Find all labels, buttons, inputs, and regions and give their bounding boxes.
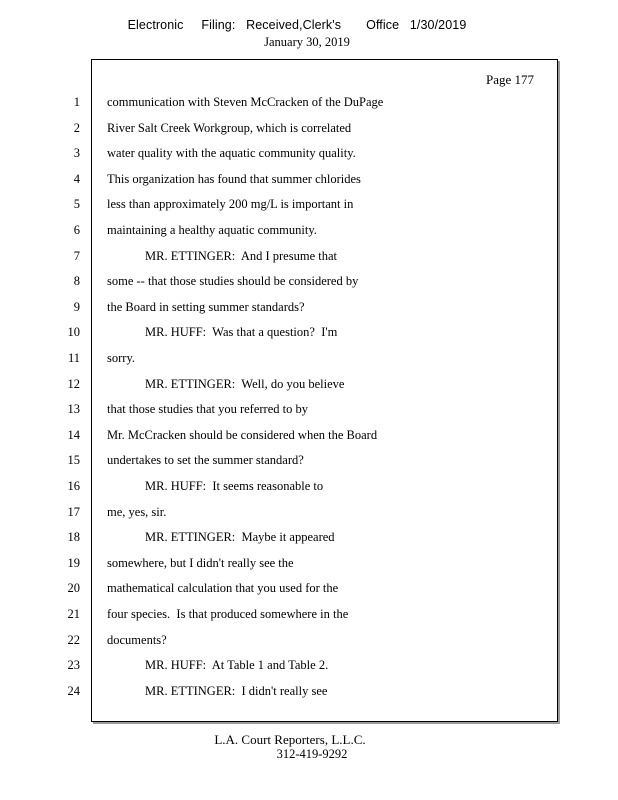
line-text: MR. HUFF: Was that a question? I'm: [145, 325, 338, 340]
transcript-line: [0, 220, 618, 240]
line-text: four species. Is that produced somewhere in the: [107, 607, 349, 621]
transcript-line: [0, 271, 618, 291]
line-number: 11: [67, 351, 80, 365]
line-number: 19: [67, 555, 80, 570]
line-number: 12: [67, 376, 80, 391]
line-text: communication with Steven McCracken of the DuPage: [107, 95, 384, 109]
filing-stamp: Electronic Filing: Received,Clerk's Office 1/30/2019: [127, 18, 467, 32]
line-text: This organization has found that summer chlorides: [107, 171, 361, 186]
line-number: 2: [73, 120, 80, 135]
line-number: 10: [67, 325, 80, 340]
line-number: 18: [67, 530, 80, 545]
line-number: 7: [73, 248, 80, 263]
transcript-line: [0, 374, 618, 394]
transcript-line: [0, 630, 618, 650]
transcript-line: [0, 553, 618, 573]
page-number: Page 177: [485, 72, 534, 87]
transcript-line: [0, 118, 618, 138]
line-number: 9: [73, 299, 80, 314]
line-text: maintaining a healthy aquatic community.: [107, 223, 317, 237]
transcript-line: [0, 604, 618, 624]
line-number: 5: [73, 197, 80, 212]
line-text: me, yes, sir.: [107, 504, 167, 519]
transcript-line: [0, 450, 618, 470]
line-text: MR. ETTINGER: And I presume that: [145, 248, 337, 263]
transcript-line: [0, 476, 618, 496]
line-text: undertakes to set the summer standard?: [107, 453, 304, 468]
line-number: 24: [67, 683, 80, 698]
transcript-line: [0, 578, 618, 598]
line-number: 15: [67, 453, 80, 468]
line-number: 22: [67, 632, 80, 647]
line-text: documents?: [107, 632, 167, 647]
transcript-line: [0, 655, 618, 675]
line-text: mathematical calculation that you used for the: [107, 581, 339, 596]
line-number: 16: [67, 479, 80, 493]
line-number: 3: [73, 146, 80, 161]
transcript-line: [0, 246, 618, 266]
line-number: 23: [67, 658, 80, 673]
line-number: 1: [73, 95, 80, 109]
line-number: 8: [73, 274, 80, 289]
line-number: 14: [67, 427, 80, 442]
transcript-line: [0, 169, 618, 189]
transcript-line: [0, 502, 618, 522]
line-text: some -- that those studies should be considered by: [107, 274, 359, 289]
reporter-phone: 312-419-9292: [276, 747, 348, 761]
line-number: 21: [67, 607, 80, 621]
transcript-line: [0, 92, 618, 112]
transcript-line: [0, 348, 618, 368]
line-text: MR. HUFF: At Table 1 and Table 2.: [145, 658, 329, 673]
line-text: less than approximately 200 mg/L is important in: [107, 197, 354, 212]
line-number: 4: [73, 171, 80, 186]
line-text: sorry.: [107, 351, 136, 365]
line-text: Mr. McCracken should be considered when the Board: [107, 427, 378, 442]
line-text: MR. ETTINGER: Well, do you believe: [145, 376, 345, 391]
transcript-line: [0, 194, 618, 214]
line-text: MR. ETTINGER: Maybe it appeared: [145, 530, 335, 545]
filing-date: January 30, 2019: [264, 35, 350, 49]
line-text: water quality with the aquatic community quality.: [107, 146, 356, 161]
line-text: that those studies that you referred to by: [107, 402, 308, 417]
transcript-line: [0, 399, 618, 419]
line-text: River Salt Creek Workgroup, which is correlated: [107, 120, 352, 135]
line-text: the Board in setting summer standards?: [107, 299, 305, 314]
transcript-line: [0, 681, 618, 701]
line-text: somewhere, but I didn't really see the: [107, 555, 294, 570]
transcript-line: [0, 297, 618, 317]
line-text: MR. HUFF: It seems reasonable to: [145, 479, 324, 493]
transcript-line: [0, 425, 618, 445]
line-number: 20: [67, 581, 80, 596]
transcript-line: [0, 527, 618, 547]
transcript-line: [0, 322, 618, 342]
line-number: 6: [73, 223, 80, 237]
line-number: 17: [67, 504, 80, 519]
line-number: 13: [67, 402, 80, 417]
line-text: MR. ETTINGER: I didn't really see: [145, 683, 328, 698]
reporter-name: L.A. Court Reporters, L.L.C.: [214, 732, 366, 747]
transcript-line: [0, 143, 618, 163]
